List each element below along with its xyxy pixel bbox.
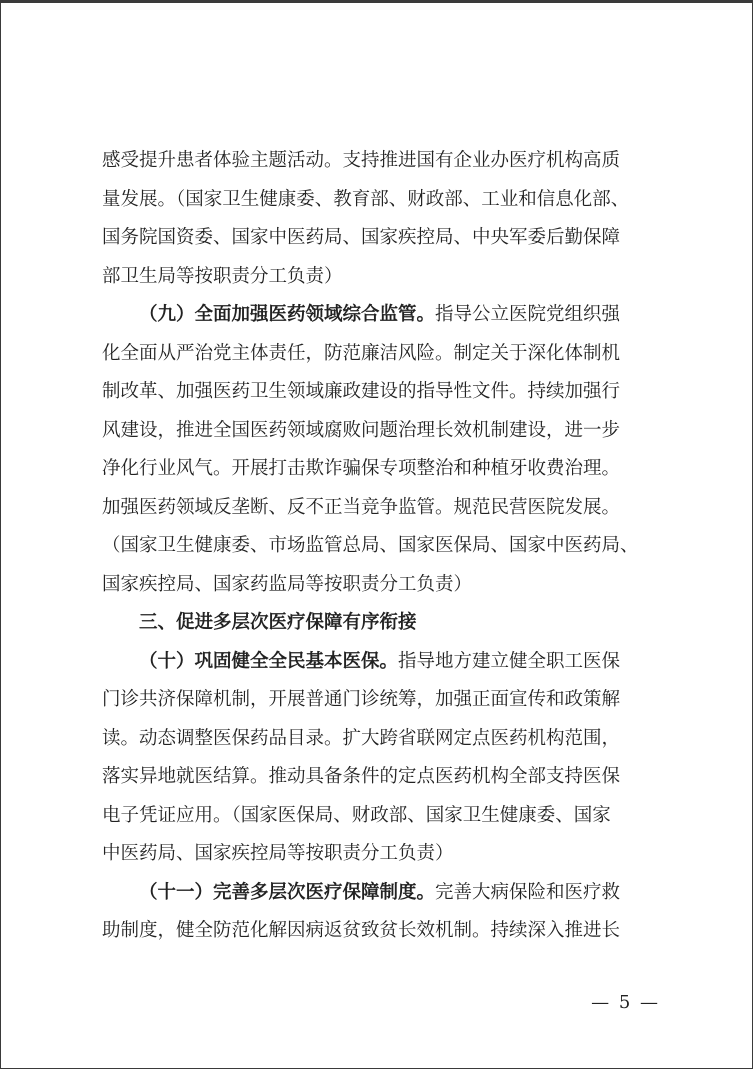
page-number: — 5 — [591, 992, 660, 1013]
paragraph-lead-ten: （十）巩固健全全民基本医保。 [139, 650, 399, 672]
section-heading-three: 三、促进多层次医疗保障有序衔接 [139, 612, 417, 633]
text-line: 量发展。（国家卫生健康委、教育部、财政部、工业和信息化部、 [102, 188, 630, 210]
paragraph-first-line [102, 874, 662, 913]
text-line: 电子凭证应用。（国家医保局、财政部、国家卫生健康委、国家 [102, 804, 611, 826]
text-line: 加强医药领域反垄断、反不正当竞争监管。规范民营医院发展。 [102, 496, 621, 518]
text-line: （国家卫生健康委、市场监管总局、国家医保局、国家中医药局、 [102, 535, 639, 556]
paragraph-lead-nine: （九）全面加强医药领域综合监管。 [139, 304, 436, 325]
text-line: 落实异地就医结算。推动具备条件的定点医药机构全部支持医保 [102, 766, 621, 787]
text-line: 风建设，推进全国医药领域腐败问题治理长效机制建设，进一步 [102, 419, 621, 441]
text-line: 读。动态调整医保药品目录。扩大跨省联网定点医药机构范围， [102, 727, 621, 749]
text-line: 门诊共济保障机制，开展普通门诊统筹，加强正面宣传和政策解 [102, 689, 621, 710]
text-line: 制改革、加强医药卫生领域廉政建设的指导性文件。持续加强行 [102, 381, 621, 402]
document-body [102, 142, 662, 951]
text-line: 净化行业风气。开展打击欺诈骗保专项整治和种植牙收费治理。 [102, 458, 621, 479]
text-line: 国务院国资委、国家中医药局、国家疾控局、中央军委后勤保障 [102, 227, 621, 248]
paragraph-lead-eleven: （十一）完善多层次医疗保障制度。 [139, 881, 436, 903]
paragraph-first-line [102, 296, 662, 335]
text-line: 部卫生局等按职责分工负责） [102, 265, 343, 287]
text-line: 感受提升患者体验主题活动。支持推进国有企业办医疗机构高质 [102, 150, 621, 171]
text-line: 化全面从严治党主体责任，防范廉洁风险。制定关于深化体制机 [102, 342, 621, 364]
paragraph-first-rest: 指导地方建立健全职工医保 [398, 650, 621, 672]
paragraph-first-rest: 完善大病保险和医疗救 [435, 881, 621, 903]
text-line: 助制度，健全防范化解因病返贫致贫长效机制。持续深入推进长 [102, 920, 621, 941]
text-line: 中医药局、国家疾控局等按职责分工负责） [102, 843, 454, 864]
paragraph-first-rest: 指导公立医院党组织强 [435, 304, 621, 325]
text-line: 国家疾控局、国家药监局等按职责分工负责） [102, 573, 473, 595]
paragraph-first-line [102, 643, 662, 682]
